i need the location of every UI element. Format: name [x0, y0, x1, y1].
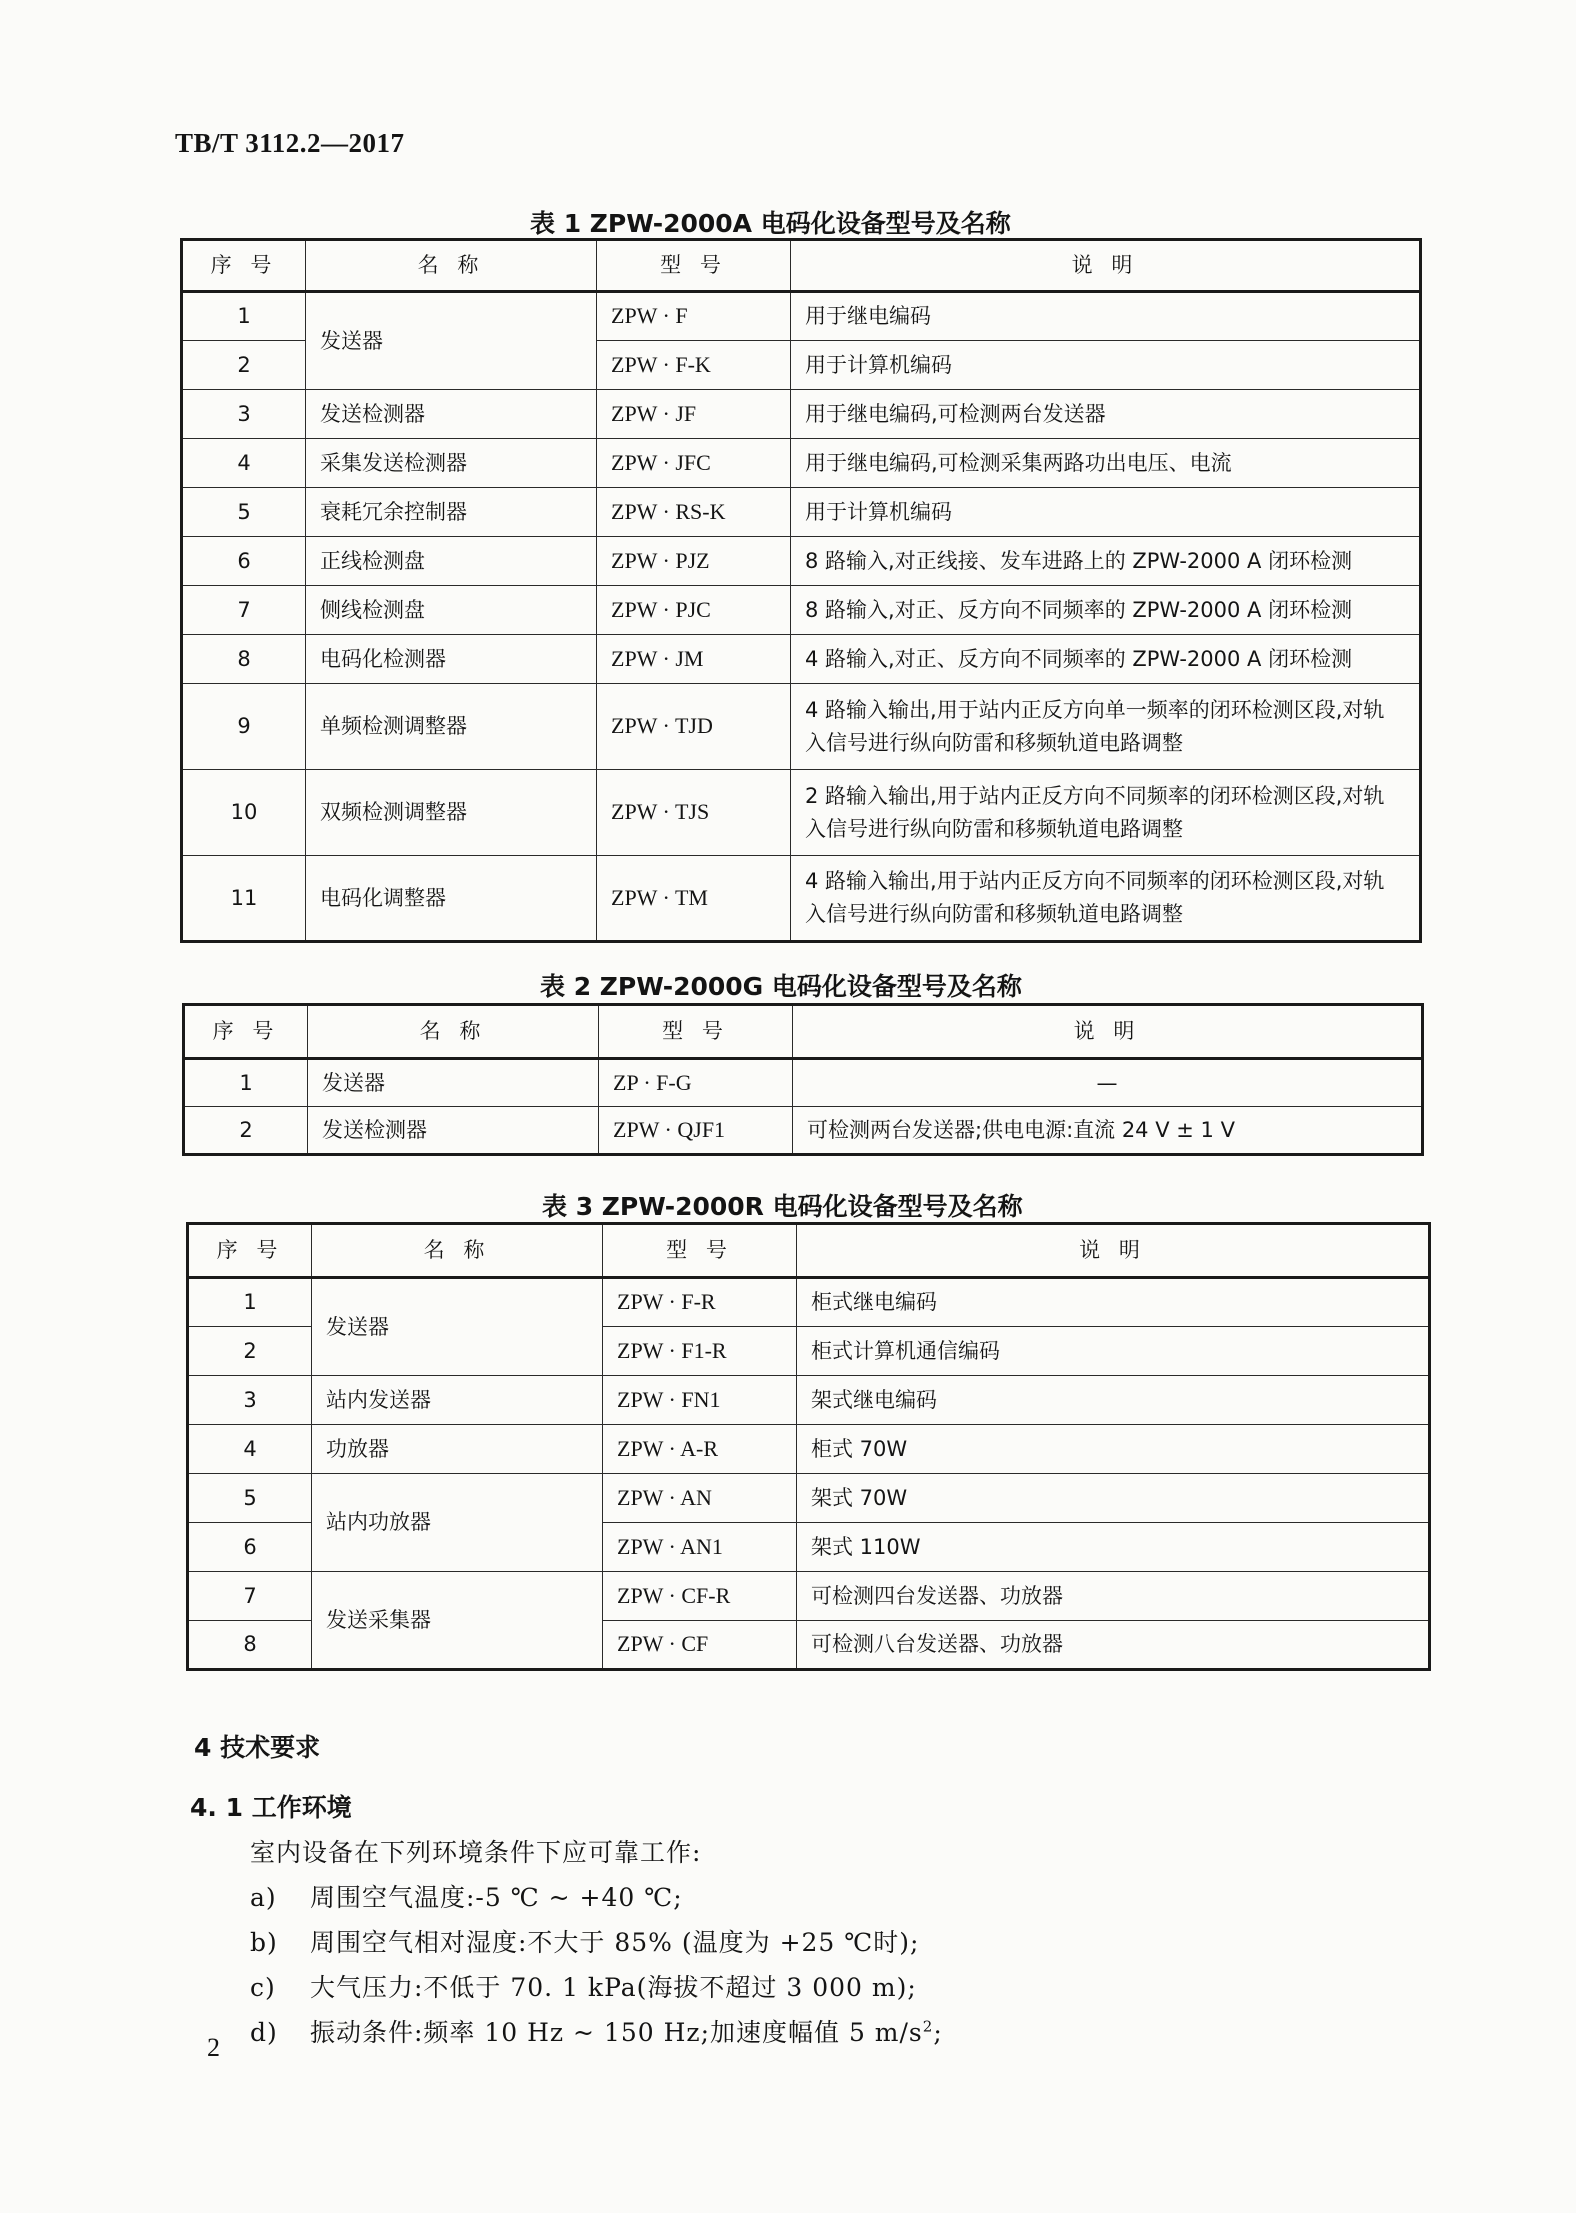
cell-model: ZPW · JM [597, 635, 791, 684]
cell-desc: 架式 70W [797, 1474, 1430, 1523]
table-header-row [188, 1224, 1430, 1278]
cell-no: 7 [182, 586, 306, 635]
col-header-model: 型 号 [603, 1224, 797, 1278]
table-row [184, 1059, 1423, 1107]
cell-desc: 用于计算机编码 [791, 488, 1421, 537]
cell-desc: 2 路输入输出,用于站内正反方向不同频率的闭环检测区段,对轨入信号进行纵向防雷和移频轨道电路调整 [791, 770, 1421, 856]
cell-desc: 8 路输入,对正线接、发车进路上的 ZPW-2000 A 闭环检测 [791, 537, 1421, 586]
cell-desc: 用于继电编码 [791, 292, 1421, 341]
cell-name: 双频检测调整器 [306, 770, 597, 856]
cell-name: 发送器 [312, 1278, 603, 1376]
table-row [182, 292, 1421, 341]
cell-model: ZPW · AN [603, 1474, 797, 1523]
cell-desc: 4 路输入输出,用于站内正反方向不同频率的闭环检测区段,对轨入信号进行纵向防雷和移频轨道电路调整 [791, 856, 1421, 942]
cell-no: 5 [188, 1474, 312, 1523]
cell-desc: 柜式 70W [797, 1425, 1430, 1474]
list-item [250, 1923, 919, 1959]
cell-model: ZPW · PJZ [597, 537, 791, 586]
cell-name: 电码化调整器 [306, 856, 597, 942]
cell-name: 站内发送器 [312, 1376, 603, 1425]
cell-model: ZPW · TM [597, 856, 791, 942]
list-item-text: 周围空气温度:-5 ℃ ~ +40 ℃; [310, 1883, 683, 1912]
page-number: 2 [207, 2033, 220, 2062]
cell-model: ZPW · JF [597, 390, 791, 439]
cell-name: 功放器 [312, 1425, 603, 1474]
cell-model: ZP · F-G [599, 1059, 793, 1107]
cell-model: ZPW · A-R [603, 1425, 797, 1474]
cell-desc: 架式继电编码 [797, 1376, 1430, 1425]
cell-model: ZPW · AN1 [603, 1523, 797, 1572]
table3-caption: 表 3 ZPW-2000R 电码化设备型号及名称 [542, 1192, 1023, 1221]
cell-model: ZPW · TJS [597, 770, 791, 856]
table-row [188, 1376, 1430, 1425]
cell-desc: 可检测四台发送器、功放器 [797, 1572, 1430, 1621]
cell-name: 侧线检测盘 [306, 586, 597, 635]
table1 [180, 238, 1422, 943]
cell-no: 4 [182, 439, 306, 488]
list-item-text-end: ; [933, 2018, 943, 2047]
table-row [188, 1278, 1430, 1327]
cell-model: ZPW · F-R [603, 1278, 797, 1327]
col-header-no: 序 号 [184, 1005, 308, 1059]
list-item-text: 振动条件:频率 10 Hz ~ 150 Hz;加速度幅值 5 m/s [310, 2018, 923, 2047]
col-header-model: 型 号 [597, 240, 791, 292]
cell-no: 2 [188, 1327, 312, 1376]
col-header-no: 序 号 [188, 1224, 312, 1278]
table-row [182, 684, 1421, 770]
cell-desc: 4 路输入输出,用于站内正反方向单一频率的闭环检测区段,对轨入信号进行纵向防雷和移频轨道电路调整 [791, 684, 1421, 770]
cell-desc: — [793, 1059, 1423, 1107]
table2 [182, 1003, 1424, 1156]
table-row [188, 1425, 1430, 1474]
cell-name: 发送检测器 [306, 390, 597, 439]
cell-no: 8 [182, 635, 306, 684]
cell-no: 6 [182, 537, 306, 586]
cell-desc: 柜式计算机通信编码 [797, 1327, 1430, 1376]
cell-model: ZPW · FN1 [603, 1376, 797, 1425]
cell-model: ZPW · F1-R [603, 1327, 797, 1376]
col-header-name: 名 称 [312, 1224, 603, 1278]
cell-desc: 柜式继电编码 [797, 1278, 1430, 1327]
col-header-desc: 说 明 [793, 1005, 1423, 1059]
cell-name: 单频检测调整器 [306, 684, 597, 770]
table-row [182, 586, 1421, 635]
cell-model: ZPW · CF [603, 1621, 797, 1670]
cell-name: 电码化检测器 [306, 635, 597, 684]
cell-no: 1 [182, 292, 306, 341]
col-header-model: 型 号 [599, 1005, 793, 1059]
table-header-row [184, 1005, 1423, 1059]
table2-caption: 表 2 ZPW-2000G 电码化设备型号及名称 [540, 972, 1022, 1001]
list-item-label: c) [250, 1973, 276, 2002]
cell-model: ZPW · QJF1 [599, 1107, 793, 1155]
cell-no: 7 [188, 1572, 312, 1621]
cell-desc: 8 路输入,对正、反方向不同频率的 ZPW-2000 A 闭环检测 [791, 586, 1421, 635]
list-item-text: 大气压力:不低于 70. 1 kPa(海拔不超过 3 000 m); [310, 1973, 917, 2002]
section-4-heading: 4 技术要求 [194, 1733, 321, 1762]
col-header-name: 名 称 [308, 1005, 599, 1059]
cell-no: 8 [188, 1621, 312, 1670]
table3 [186, 1222, 1431, 1671]
list-item-label: a) [250, 1883, 277, 1912]
cell-name: 正线检测盘 [306, 537, 597, 586]
cell-no: 3 [188, 1376, 312, 1425]
cell-no: 9 [182, 684, 306, 770]
cell-desc: 可检测八台发送器、功放器 [797, 1621, 1430, 1670]
list-item [250, 2013, 943, 2049]
superscript: 2 [922, 2017, 934, 2036]
col-header-desc: 说 明 [797, 1224, 1430, 1278]
table-row [182, 439, 1421, 488]
table-row [182, 856, 1421, 942]
table-row [188, 1474, 1430, 1523]
list-item-label: b) [250, 1928, 278, 1957]
table-header-row [182, 240, 1421, 292]
cell-name: 站内功放器 [312, 1474, 603, 1572]
table1-caption: 表 1 ZPW-2000A 电码化设备型号及名称 [530, 209, 1011, 238]
cell-name: 采集发送检测器 [306, 439, 597, 488]
list-item-label: d) [250, 2018, 278, 2047]
cell-model: ZPW · F-K [597, 341, 791, 390]
col-header-no: 序 号 [182, 240, 306, 292]
cell-name: 发送器 [306, 292, 597, 390]
cell-no: 10 [182, 770, 306, 856]
cell-no: 5 [182, 488, 306, 537]
cell-model: ZPW · JFC [597, 439, 791, 488]
cell-desc: 用于继电编码,可检测两台发送器 [791, 390, 1421, 439]
cell-no: 11 [182, 856, 306, 942]
cell-name: 发送检测器 [308, 1107, 599, 1155]
cell-model: ZPW · RS-K [597, 488, 791, 537]
table-row [182, 390, 1421, 439]
cell-name: 发送器 [308, 1059, 599, 1107]
col-header-name: 名 称 [306, 240, 597, 292]
cell-no: 2 [184, 1107, 308, 1155]
cell-no: 6 [188, 1523, 312, 1572]
col-header-desc: 说 明 [791, 240, 1421, 292]
cell-desc: 可检测两台发送器;供电电源:直流 24 V ± 1 V [793, 1107, 1423, 1155]
cell-name: 衰耗冗余控制器 [306, 488, 597, 537]
cell-desc: 用于计算机编码 [791, 341, 1421, 390]
cell-model: ZPW · PJC [597, 586, 791, 635]
cell-model: ZPW · CF-R [603, 1572, 797, 1621]
cell-no: 2 [182, 341, 306, 390]
cell-name: 发送采集器 [312, 1572, 603, 1670]
cell-no: 4 [188, 1425, 312, 1474]
list-item [250, 1878, 683, 1914]
cell-no: 1 [184, 1059, 308, 1107]
cell-model: ZPW · F [597, 292, 791, 341]
cell-desc: 4 路输入,对正、反方向不同频率的 ZPW-2000 A 闭环检测 [791, 635, 1421, 684]
cell-desc: 架式 110W [797, 1523, 1430, 1572]
table-row [188, 1572, 1430, 1621]
cell-no: 1 [188, 1278, 312, 1327]
section-4-1-intro: 室内设备在下列环境条件下应可靠工作: [250, 1838, 702, 1867]
cell-desc: 用于继电编码,可检测采集两路功出电压、电流 [791, 439, 1421, 488]
section-4-1-heading: 4. 1 工作环境 [190, 1793, 352, 1822]
standard-number: TB/T 3112.2—2017 [175, 128, 405, 158]
table-row [182, 635, 1421, 684]
cell-model: ZPW · TJD [597, 684, 791, 770]
cell-no: 3 [182, 390, 306, 439]
list-item [250, 1968, 917, 2004]
table-row [182, 488, 1421, 537]
table-row [182, 770, 1421, 856]
table-row [184, 1107, 1423, 1155]
table-row [182, 537, 1421, 586]
list-item-text: 周围空气相对湿度:不大于 85% (温度为 +25 ℃时); [310, 1928, 920, 1957]
